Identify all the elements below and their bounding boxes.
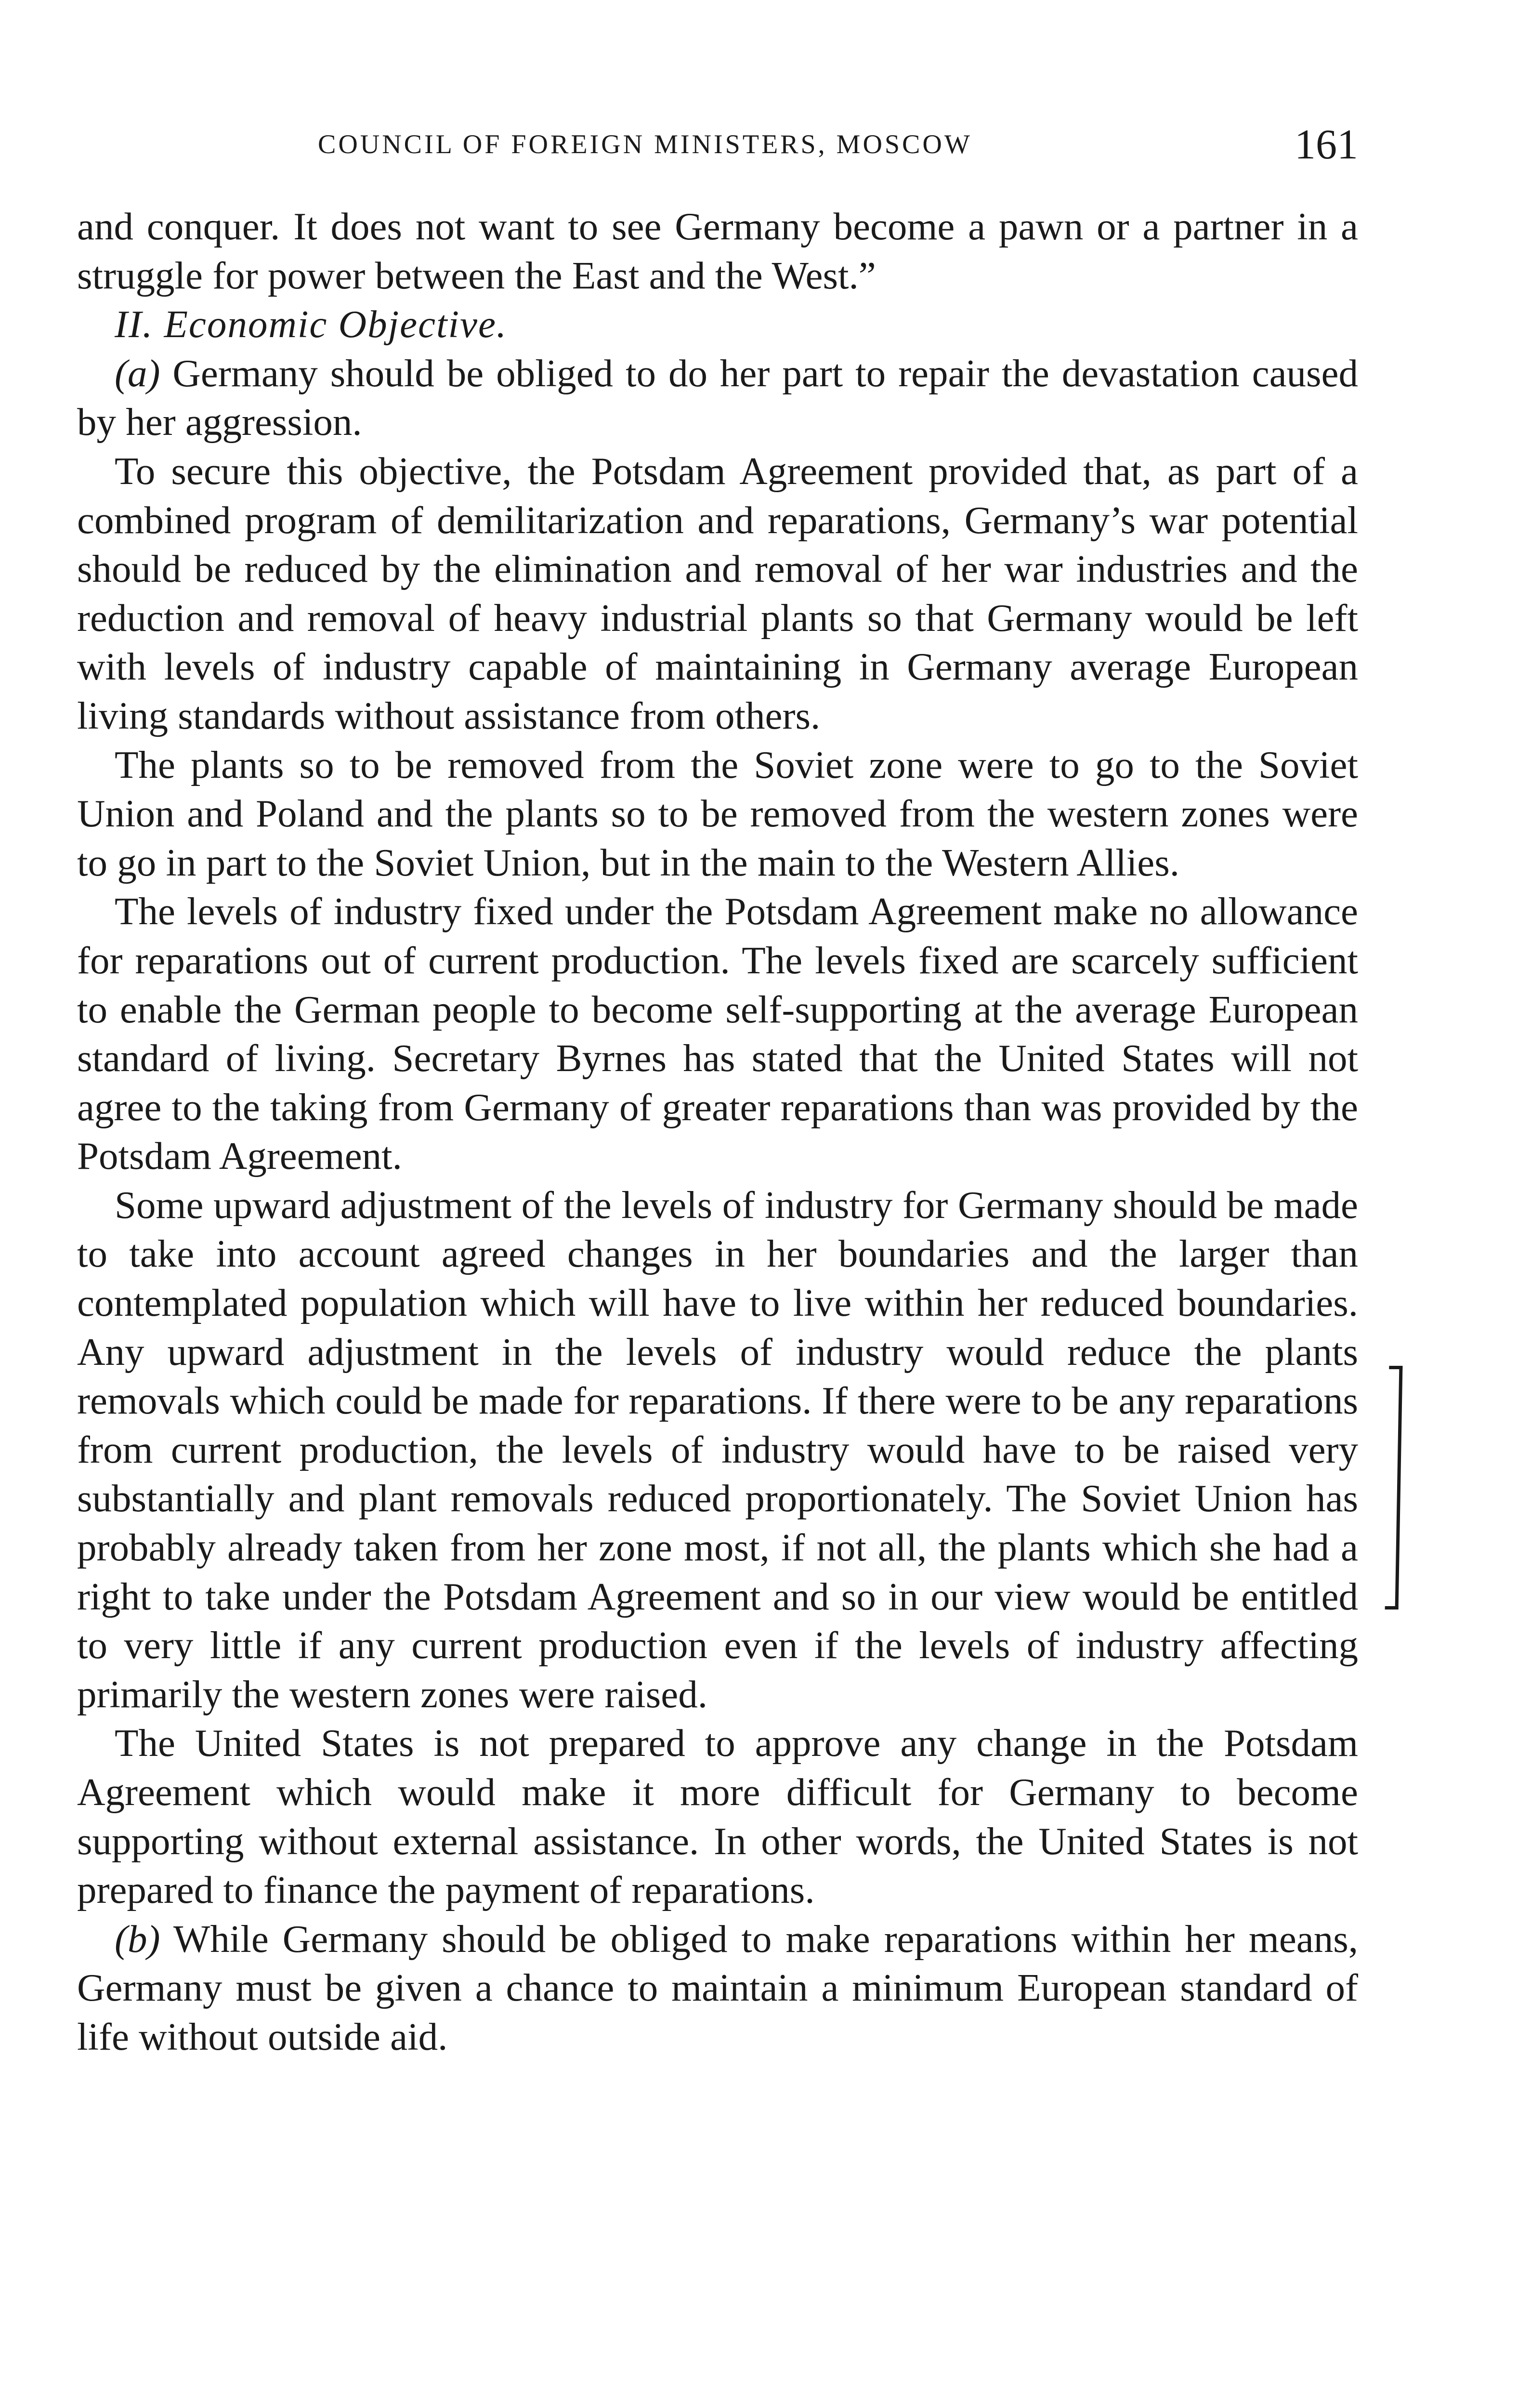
body-text: [77, 202, 1358, 2062]
list-marker-a: (a): [115, 351, 160, 395]
page-number: 161: [1295, 121, 1358, 168]
paragraph-continuation: and conquer. It does not want to see Germany become a pawn or a partner in a struggle for power between the East and the West.”: [77, 205, 1358, 297]
list-marker-b: (b): [115, 1917, 160, 1961]
paragraph-economic-a: [77, 349, 1358, 447]
paragraph-economic-a-text: Germany should be obliged to do her part to repair the devastation caused by her aggression.: [77, 351, 1358, 444]
paragraph-plants-removed: The plants so to be removed from the Soviet zone were to go to the Soviet Union and Poland and the plants so to be removed from the western zones were to go in part to the Soviet Union, but in the main to the Western Allies.: [77, 743, 1358, 884]
margin-bracket-mark: [1385, 1366, 1403, 1610]
paragraph-economic-b-text: While Germany should be obliged to make reparations within her means, Germany must be given a chance to maintain a minimum European standard of life without outside aid.: [77, 1917, 1358, 2058]
paragraph-us-position: The United States is not prepared to approve any change in the Potsdam Agreement which would make it more difficult for Germany to become supporting without external assistance. In other words, the United States is not prepared to finance the payment of reparations.: [77, 1721, 1358, 1912]
section-heading: II. Economic Objective.: [115, 302, 508, 346]
paragraph-upward-adjustment: Some upward adjustment of the levels of industry for Germany should be made to take into account agreed changes in her boundaries and the larger than contemplated population which will have to live within her reduced boundaries. Any upward adjustment in the levels of industry would reduce the plants removals which could be made for reparations. If there were to be any reparations from current production, the levels of industry would have to be raised very substantially and plant removals reduced proportionately. The Soviet Union has probably already taken from her zone most, if not all, the plants which she had a right to take under the Potsdam Agreement and so in our view would be entitled to very little if any current production even if the levels of industry affecting primarily the western zones were raised.: [77, 1183, 1358, 1716]
paragraph-economic-b: [77, 1915, 1358, 2062]
paragraph-potsdam-objective: To secure this objective, the Potsdam Agreement provided that, as part of a combined program of demilitarization and reparations, Germany’s war potential should be reduced by the elimination and removal of her war industries and the reduction and removal of heavy industrial plants so that Germany would be left with levels of industry capable of maintaining in Germany average European living standards without assistance from others.: [77, 449, 1358, 737]
paragraph-levels-fixed: The levels of industry fixed under the Potsdam Agreement make no allowance for reparations out of current production. The levels fixed are scarcely sufficient to enable the German people to become self-supporting at the average European standard of living. Secretary Byrnes has stated that the United States will not agree to the taking from Germany of greater reparations than was provided by the Potsdam Agreement.: [77, 890, 1358, 1178]
running-title: COUNCIL OF FOREIGN MINISTERS, MOSCOW: [318, 130, 972, 159]
running-head: [77, 120, 1358, 173]
